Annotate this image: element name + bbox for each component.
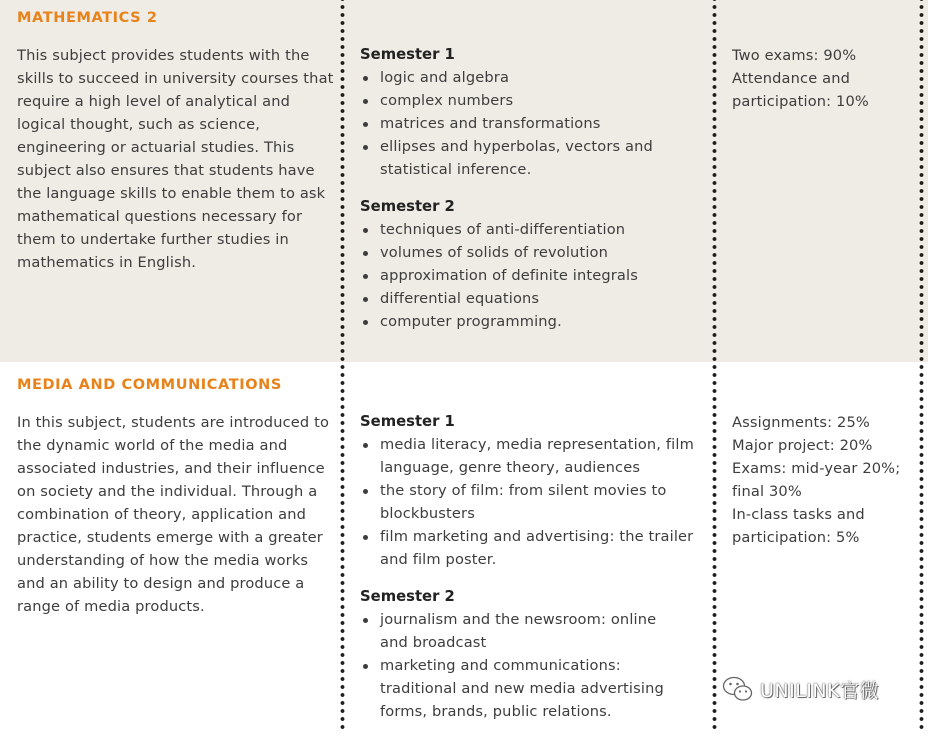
assessment-column [732,411,910,549]
semester-heading: Semester 1 [360,413,455,430]
semester-heading: Semester 1 [360,46,455,63]
list-item: techniques of anti-differentiation [360,218,710,241]
semester-topic-list [360,66,710,181]
dotted-divider-3 [919,0,924,729]
semester-heading: Semester 2 [360,198,455,215]
list-item: journalism and the newsroom: online and broadcast [360,608,680,654]
assessment-item: Major project: 20% [732,437,873,454]
watermark [722,675,879,703]
list-item: the story of film: from silent movies to blockbusters [360,479,710,525]
semester-topic-list [360,433,710,571]
semester-topic-list [360,218,710,333]
subject-content-column [360,410,710,737]
dotted-divider-1 [340,0,345,729]
list-item: logic and algebra [360,66,710,89]
assessment-item: Two exams: 90% [732,47,857,64]
assessment-item: Assignments: 25% [732,414,870,431]
semester-topic-list [360,608,680,723]
list-item: complex numbers [360,89,710,112]
assessment-item: Attendance and participation: 10% [732,70,869,110]
list-item: differential equations [360,287,710,310]
subject-title: MATHEMATICS 2 [17,10,158,26]
list-item: film marketing and advertising: the trailer and film poster. [360,525,710,571]
subject-description: In this subject, students are introduced to the dynamic world of the media and associated industries, and their influence on society and the individual. Through a combination of theory, application and practice, students emerge with a greater understanding of how the media works and an ability to design and produce a range of media products. [17,414,330,615]
list-item: matrices and transformations [360,112,710,135]
list-item: marketing and communications: traditional and new media advertising forms, brands, public relations. [360,654,680,723]
list-item: approximation of definite integrals [360,264,710,287]
assessment-item: In-class tasks and participation: 5% [732,506,865,546]
assessment-item: Exams: mid-year 20%; final 30% [732,460,901,500]
assessment-column [732,44,892,113]
list-item: computer programming. [360,310,710,333]
wechat-icon [722,675,754,703]
subject-content-column [360,43,710,347]
subject-description: This subject provides students with the skills to succeed in university courses that require a high level of analytical and logical thought, such as science, engineering or actuarial studies. This subject also ensures that students have the language skills to enable them to ask mathematical questions necessary for them to undertake further studies in mathematics in English. [17,47,334,271]
subject-title: MEDIA AND COMMUNICATIONS [17,377,282,393]
list-item: ellipses and hyperbolas, vectors and statistical inference. [360,135,710,181]
list-item: volumes of solids of revolution [360,241,710,264]
list-item: media literacy, media representation, film language, genre theory, audiences [360,433,710,479]
semester-heading: Semester 2 [360,588,455,605]
watermark-text: UNILINK官微 [760,679,880,702]
dotted-divider-2 [712,0,717,729]
